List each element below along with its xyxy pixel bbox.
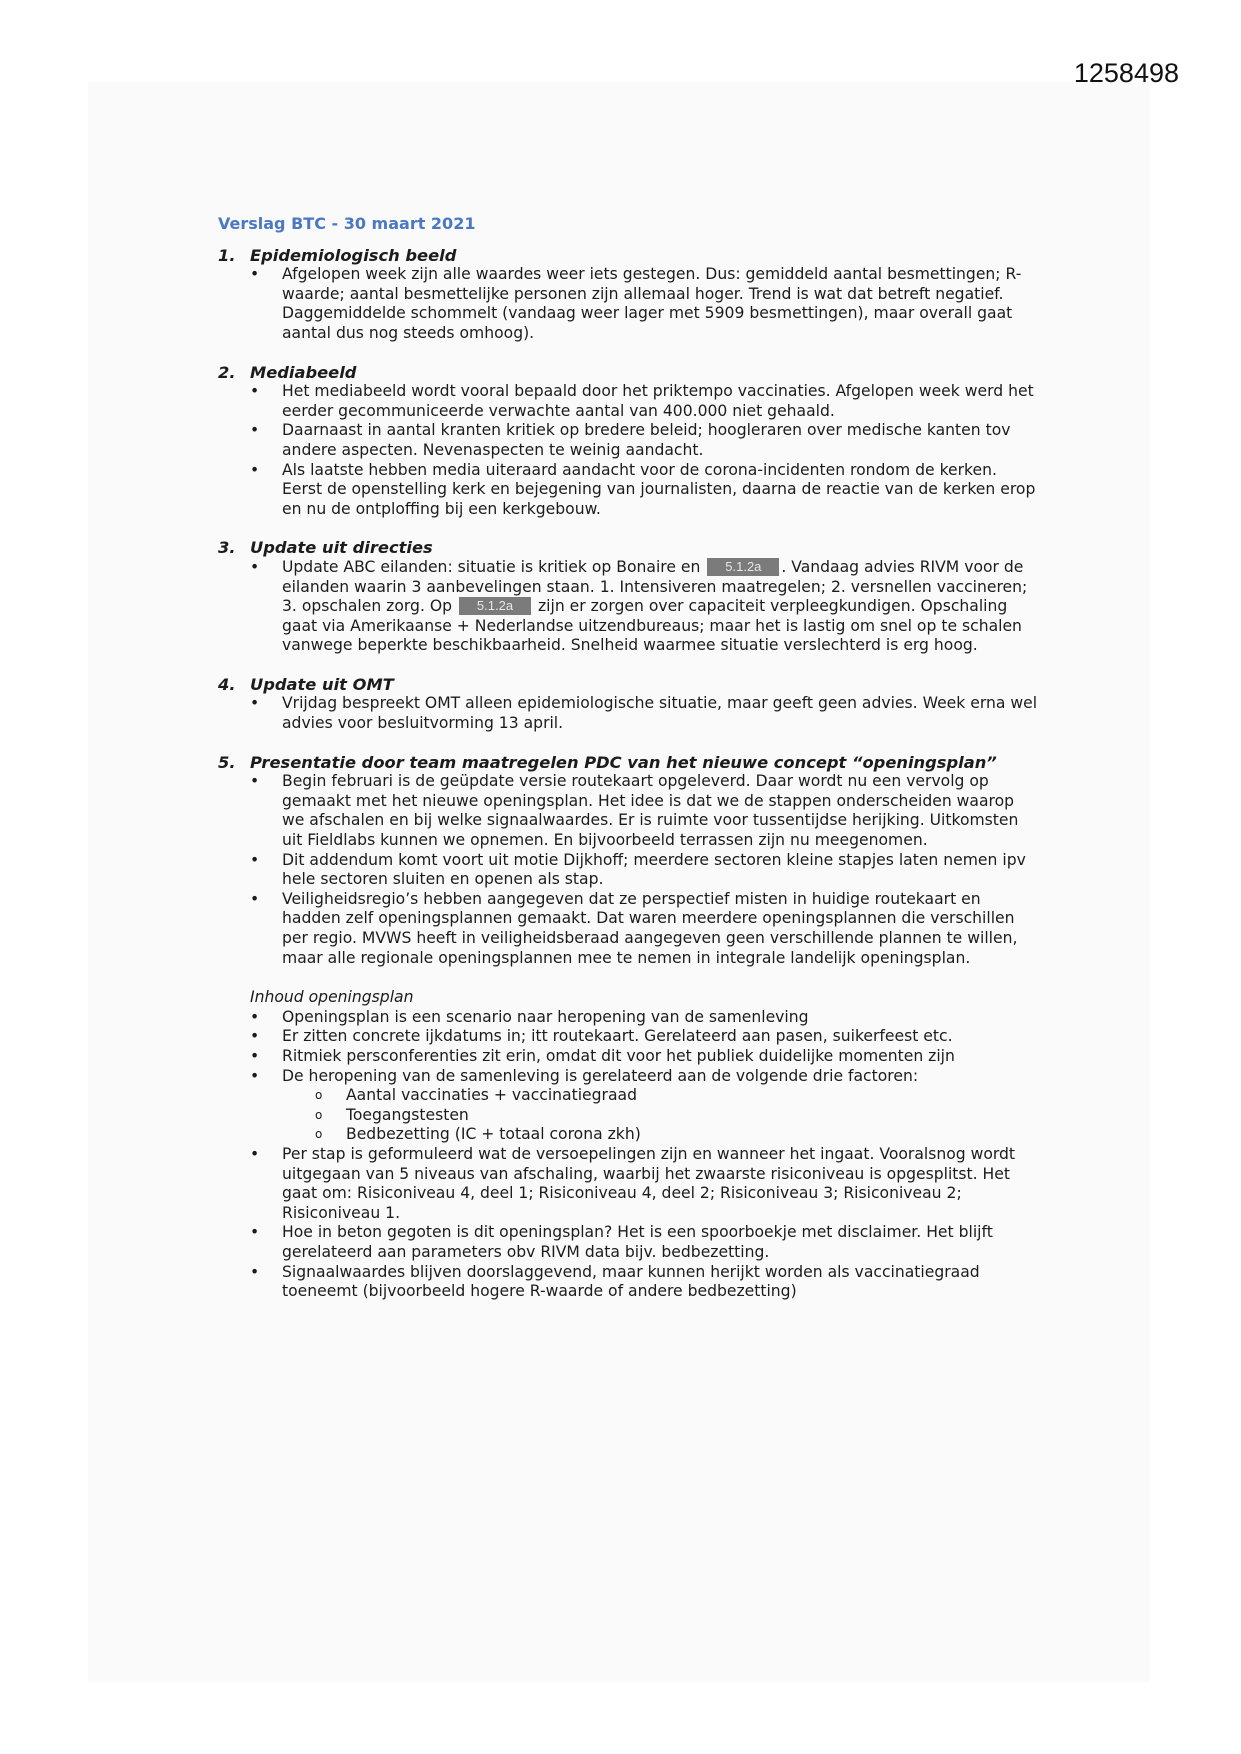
list-item: • Veiligheidsregio’s hebben aangegeven dat ze perspectief misten in huidige routekaart en hadden zelf openingsplannen gemaakt. Dat waren meerdere openingsplannen die verschillen per regio. MVWS heeft in veiligheidsberaad aangegeven geen verschillende plannen te willen, maar alle regionale openingsplannen mee te nemen in integrale landelijk openingsplan. — [282, 890, 1038, 968]
section-number: 5. — [218, 752, 236, 772]
text-run: zijn er zorgen over capaciteit verpleegkundigen. Opschaling gaat via Amerikaanse + Nederlandse uitzendbureaus; maar het is lastig om snel op te schalen vanwege beperkte beschikbaarheid. Snelheid waarmee situatie verslechterd is erg hoog. — [282, 597, 1022, 655]
section-title: Update uit OMT — [250, 674, 394, 694]
redaction-box: 5.1.2a — [707, 558, 779, 576]
sub-list-item: o Toegangstesten — [346, 1106, 1038, 1126]
list-item: • Begin februari is de geüpdate versie routekaart opgeleverd. Daar wordt nu een vervolg op gemaakt met het nieuwe openingsplan. Het idee is dat we de stappen onderscheiden waarop we afschalen en bij welke signaalwaardes. Er is ruimte voor tussentijdse herijking. Uitkomsten uit Fieldlabs kunnen we opnemen. En bijvoorbeeld terrassen zijn nu meegenomen. — [282, 772, 1038, 850]
list-item: • Vrijdag bespreekt OMT alleen epidemiologische situatie, maar geeft geen advies. Week erna wel advies voor besluitvorming 13 april. — [282, 694, 1038, 733]
section-heading — [218, 538, 1038, 558]
bullet-list — [218, 558, 1038, 656]
section-update-omt — [218, 675, 1038, 734]
list-item: • Openingsplan is een scenario naar heropening van de samenleving — [282, 1008, 1038, 1028]
list-item: • Dit addendum komt voort uit motie Dijkhoff; meerdere sectoren kleine stapjes laten nemen ipv hele sectoren sluiten en openen als stap. — [282, 851, 1038, 890]
bullet-list — [218, 694, 1038, 733]
list-item: • Daarnaast in aantal kranten kritiek op bredere beleid; hoogleraren over medische kanten tov andere aspecten. Nevenaspecten te weinig aandacht. — [282, 421, 1038, 460]
section-number: 1. — [218, 245, 236, 265]
list-item: • Ritmiek persconferenties zit erin, omdat dit voor het publiek duidelijke momenten zijn — [282, 1047, 1038, 1067]
sub-list-item: o Aantal vaccinaties + vaccinatiegraad — [346, 1086, 1038, 1106]
report-title: Verslag BTC - 30 maart 2021 — [218, 214, 476, 233]
section-title: Update uit directies — [250, 538, 433, 558]
list-item: • Per stap is geformuleerd wat de versoepelingen zijn en wanneer het ingaat. Vooralsnog wordt uitgegaan van 5 niveaus van afschaling, waarbij het zwaarste risiconiveau is opgesplitst. Het gaat om: Risiconiveau 4, deel 1; Risiconiveau 4, deel 2; Risiconiveau 3; Risiconiveau 2; Risiconiveau 1. — [282, 1145, 1038, 1223]
list-item: • Er zitten concrete ijkdatums in; itt routekaart. Gerelateerd aan pasen, suikerfeest etc. — [282, 1027, 1038, 1047]
bullet-list — [218, 382, 1038, 519]
section-mediabeeld — [218, 363, 1038, 520]
bullet-list — [218, 265, 1038, 343]
section-heading — [218, 246, 1038, 266]
section-heading — [218, 753, 1038, 773]
redaction-box: 5.1.2a — [459, 597, 531, 615]
text-run: Update ABC eilanden: situatie is kritiek op Bonaire en — [282, 557, 701, 576]
document-number: 1258498 — [1073, 58, 1179, 88]
section-number: 4. — [218, 674, 236, 694]
section-presentatie-openingsplan — [218, 753, 1038, 1302]
subheading-inhoud-openingsplan: Inhoud openingsplan — [250, 988, 414, 1007]
report-body — [218, 214, 1038, 1321]
sub-list — [282, 1086, 1038, 1145]
section-update-directies — [218, 538, 1038, 656]
text-run: . Vandaag advies RIVM voor de eilanden waarin 3 aanbevelingen staan. 1. Intensiveren maatregelen; 2. versnellen vaccineren; 3. opschalen zorg. Op — [282, 557, 1028, 616]
list-item: • Afgelopen week zijn alle waardes weer iets gestegen. Dus: gemiddeld aantal besmettingen; R-waarde; aantal besmettelijke personen zijn allemaal hoger. Trend is wat dat betreft negatief. Daggemiddelde schommelt (vandaag weer lager met 5909 besmettingen), maar overall gaat aantal dus nog steeds omhoog). — [282, 265, 1038, 343]
list-item: • Signaalwaardes blijven doorslaggevend, maar kunnen herijkt worden als vaccinatiegraad toeneemt (bijvoorbeeld hogere R-waarde of andere bedbezetting) — [282, 1263, 1038, 1302]
section-number: 2. — [218, 362, 236, 382]
section-title: Presentatie door team maatregelen PDC van het nieuwe concept “openingsplan” — [250, 752, 997, 772]
section-title: Mediabeeld — [250, 362, 357, 382]
bullet-list — [218, 772, 1038, 968]
section-heading — [218, 675, 1038, 695]
list-item: • Het mediabeeld wordt vooral bepaald door het priktempo vaccinaties. Afgelopen week werd het eerder gecommuniceerde verwachte aantal van 400.000 niet gehaald. — [282, 382, 1038, 421]
section-epidemiologisch-beeld — [218, 246, 1038, 344]
sub-list-item: o Bedbezetting (IC + totaal corona zkh) — [346, 1125, 1038, 1145]
list-item: • Als laatste hebben media uiteraard aandacht voor de corona-incidenten rondom de kerken. Eerst de openstelling kerk en bejegening van journalisten, daarna de reactie van de kerken erop en nu de ontploffing bij een kerkgebouw. — [282, 461, 1038, 520]
bullet-list — [218, 1008, 1038, 1302]
list-item: • Hoe in beton gegoten is dit openingsplan? Het is een spoorboekje met disclaimer. Het blijft gerelateerd aan parameters obv RIVM data bijv. bedbezetting. — [282, 1223, 1038, 1262]
list-item — [282, 558, 1038, 656]
text-run: De heropening van de samenleving is gerelateerd aan de volgende drie factoren: — [282, 1066, 919, 1085]
section-title: Epidemiologisch beeld — [250, 245, 457, 265]
section-number: 3. — [218, 538, 236, 558]
section-heading — [218, 363, 1038, 383]
list-item — [282, 1067, 1038, 1145]
